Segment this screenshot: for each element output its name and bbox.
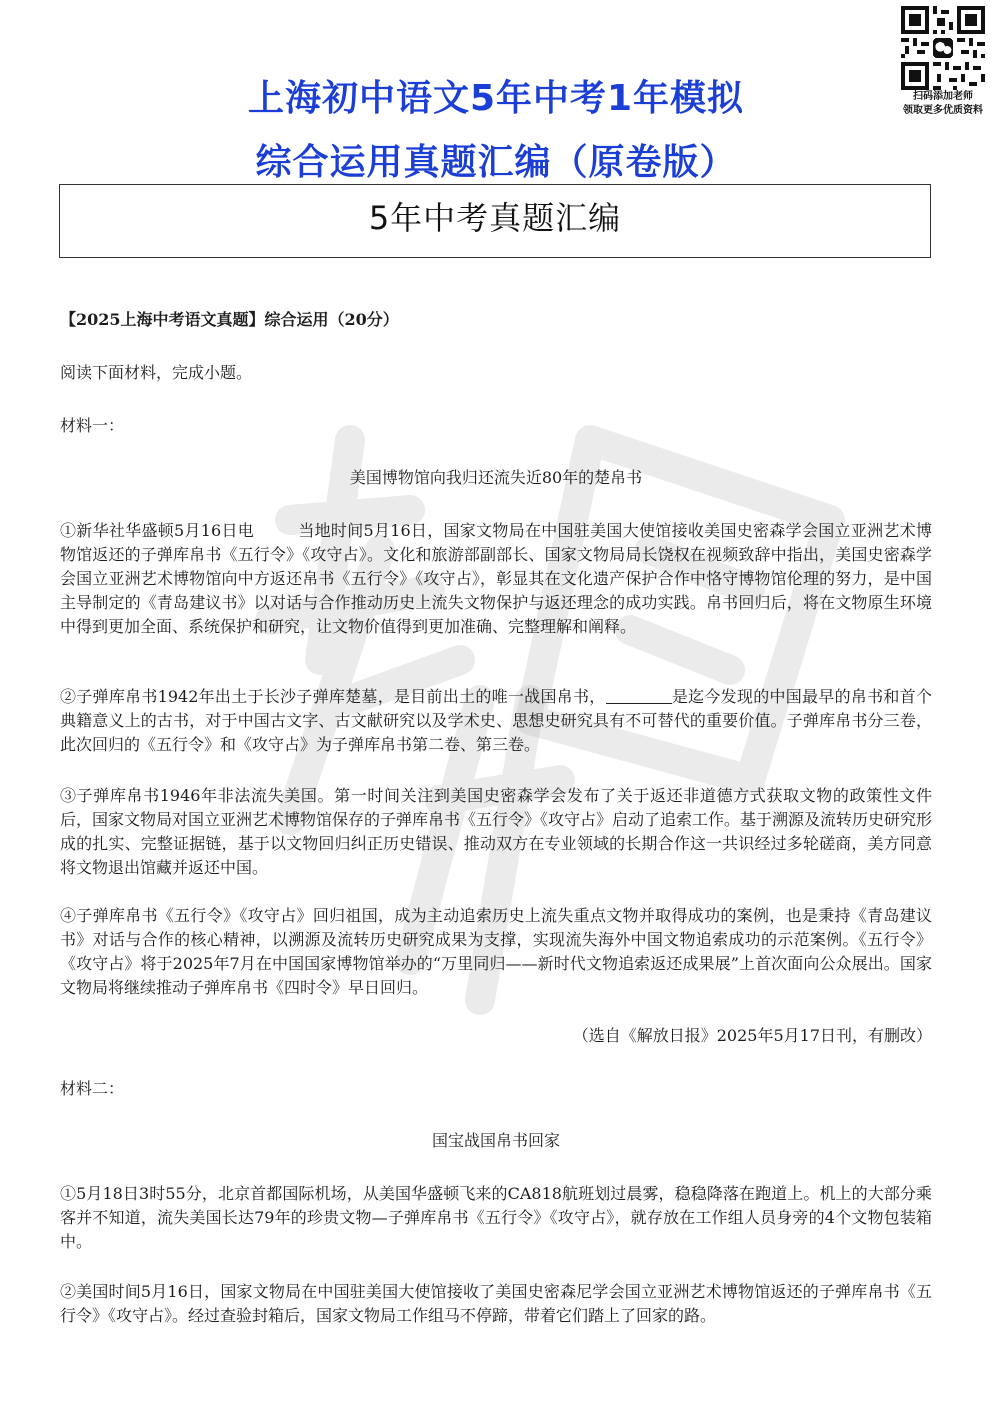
material1-paragraph2 bbox=[60, 685, 932, 757]
material1-paragraph1-body: 当地时间5月16日，国家文物局在中国驻美国大使馆接收美国史密森学会国立亚洲艺术博物馆返还的子弹库帛书《五行令》《攻守占》。文化和旅游部副部长、国家文物局局长饶权在视频致辞中指出，美国史密森学会国立亚洲艺术博物馆向中方返还帛书《五行令》《攻守占》，彰显其在文化遗产保护合作中恪守博物馆伦理的努力，是中国主导制定的《青岛建议书》以对话与合作推动历史上流失文物保护与返还理念的成功实践。帛书回归后，将在文物原生环境中得到更加全面、系统保护和研究，让文物价值得到更加准确、完整理解和阐释。 bbox=[60, 521, 932, 636]
material1-paragraph2-before-blank: ②子弹库帛书1942年出土于长沙子弹库楚墓，是目前出土的唯一战国帛书， bbox=[60, 687, 606, 706]
qr-code-block[interactable] bbox=[898, 6, 988, 124]
qr-caption-line2: 领取更多优质资料 bbox=[903, 105, 983, 116]
question-instruction: 阅读下面材料，完成小题。 bbox=[60, 363, 253, 382]
material2-paragraph2: ②美国时间5月16日，国家文物局在中国驻美国大使馆接收了美国史密森尼学会国立亚洲艺术博物馆返还的子弹库帛书《五行令》《攻守占》。经过查验封箱后，国家文物局工作组马不停蹄，带着它们踏上了回家的路。 bbox=[60, 1282, 932, 1325]
qr-code-icon bbox=[901, 6, 985, 90]
material1-paragraph4: ④子弹库帛书《五行令》《攻守占》回归祖国，成为主动追索历史上流失重点文物并取得成功的案例，也是秉持《青岛建议书》对话与合作的核心精神，以溯源及流转历史研究成果为支撑，实现流失海外中国文物追索成功的示范案例。《五行令》《攻守占》将于2025年7月在中国国家博物馆举办的“万里同归——新时代文物追索返还成果展”上首次面向公众展出。国家文物局将继续推动子弹库帛书《四时令》早日回归。 bbox=[60, 906, 932, 997]
material2-title: 国宝战国帛书回家 bbox=[431, 1131, 560, 1150]
document-title-line1: 上海初中语文5年中考1年模拟 bbox=[247, 78, 745, 119]
watermark-seal-icon bbox=[230, 400, 870, 1120]
material2-paragraph1: ①5月18日3时55分，北京首都国际机场，从美国华盛顿飞来的CA818航班划过晨雾，稳稳降落在跑道上。机上的大部分乘客并不知道，流失美国长达79年的珍贵文物—子弹库帛书《五行令》《攻守占》，就存放在工作组人员身旁的4个文物包装箱中。 bbox=[60, 1184, 932, 1251]
document-title-line2: 综合运用真题汇编（原卷版） bbox=[255, 142, 737, 183]
answer-blank[interactable] bbox=[606, 687, 672, 704]
section-title: 5年中考真题汇编 bbox=[368, 199, 622, 237]
material2-label: 材料二： bbox=[60, 1079, 125, 1098]
material1-source: （选自《解放日报》2025年5月17日刊，有删改） bbox=[572, 1026, 932, 1045]
question-heading: 【2025上海中考语文真题】综合运用（20分） bbox=[60, 310, 399, 329]
material1-title: 美国博物馆向我归还流失近80年的楚帛书 bbox=[349, 468, 643, 487]
material1-paragraph1 bbox=[60, 519, 932, 639]
qr-caption-line1: 扫码添加老师 bbox=[913, 91, 973, 102]
material1-paragraph2-after-blank: 是迄今发现的中国最早的帛书和首个典籍意义上的古书，对于中国古文字、古文献研究以及学术史、思想史研究具有不可替代的重要价值。子弹库帛书分三卷，此次回归的《五行令》和《攻守占》为子弹库帛书第二卷、第三卷。 bbox=[60, 687, 932, 754]
material1-dateline: ①新华社华盛顿5月16日电 bbox=[60, 521, 255, 540]
section-title-box bbox=[59, 184, 931, 258]
material1-paragraph3: ③子弹库帛书1946年非法流失美国。第一时间关注到美国史密森学会发布了关于返还非道德方式获取文物的政策性文件后，国家文物局对国立亚洲艺术博物馆保存的子弹库帛书《五行令》《攻守占》启动了追索工作。基于溯源及流转历史研究形成的扎实、完整证据链，基于以文物回归纠正历史错误、推动双方在专业领域的长期合作这一共识经过多轮磋商，美方同意将文物退出馆藏并返还中国。 bbox=[60, 786, 933, 877]
material1-label: 材料一： bbox=[60, 416, 125, 435]
